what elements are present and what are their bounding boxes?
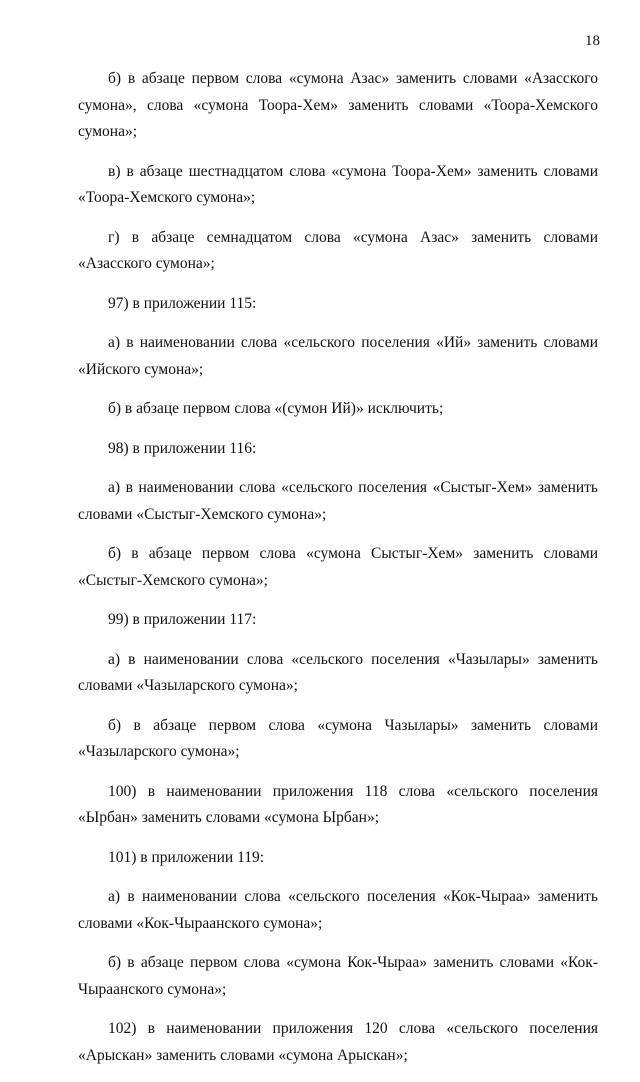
paragraph-99-b: б) в абзаце первом слова «сумона Чазылары» заменить словами «Чазыларского сумона»;: [78, 716, 598, 760]
paragraph-97-heading: 97) в приложении 115:: [108, 294, 257, 312]
document-body: [78, 66, 598, 1082]
paragraph-97-b: б) в абзаце первом слова «(сумон Ий)» исключить;: [108, 400, 444, 417]
paragraph-102: 102) в наименовании приложения 120 слова «сельского поселения «Арыскан» заменить словами «сумона Арыскан»;: [78, 1020, 598, 1064]
paragraph-99-heading: 99) в приложении 117:: [108, 611, 257, 628]
paragraph-v-sixteenth: в) в абзаце шестнадцатом слова «сумона Тоора-Хем» заменить словами «Тоора-Хемского сумона»;: [78, 162, 598, 206]
paragraph-b-asas: б) в абзаце первом слова «сумона Азас» заменить словами «Азасского сумона», слова «сумона Тоора-Хем» заменить словами «Тоора-Хемского сумона»;: [78, 70, 598, 140]
paragraph-101-b: б) в абзаце первом слова «сумона Кок-Чыраа» заменить словами «Кок-Чыраанского сумона»;: [78, 954, 598, 998]
paragraph-101-a: а) в наименовании слова «сельского поселения «Кок-Чыраа» заменить словами «Кок-Чыраанского сумона»;: [78, 888, 598, 932]
paragraph-98-a: а) в наименовании слова «сельского поселения «Сыстыг-Хем» заменить словами «Сыстыг-Хемского сумона»;: [78, 479, 598, 523]
paragraph-101-heading: 101) в приложении 119:: [108, 848, 265, 866]
paragraph-98-b: б) в абзаце первом слова «сумона Сыстыг-Хем» заменить словами «Сыстыг-Хемского сумона»;: [78, 545, 598, 589]
page-number: 18: [585, 33, 600, 49]
paragraph-99-a: а) в наименовании слова «сельского поселения «Чазылары» заменить словами «Чазыларского сумона»;: [78, 650, 598, 694]
paragraph-98-heading: 98) в приложении 116:: [108, 439, 257, 457]
paragraph-97-a: а) в наименовании слова «сельского поселения «Ий» заменить словами «Ийского сумона»;: [78, 334, 598, 378]
paragraph-g-seventeenth: г) в абзаце семнадцатом слова «сумона Азас» заменить словами «Азасского сумона»;: [78, 228, 598, 272]
paragraph-100: 100) в наименовании приложения 118 слова «сельского поселения «Ырбан» заменить словами «сумона Ырбан»;: [78, 782, 598, 826]
